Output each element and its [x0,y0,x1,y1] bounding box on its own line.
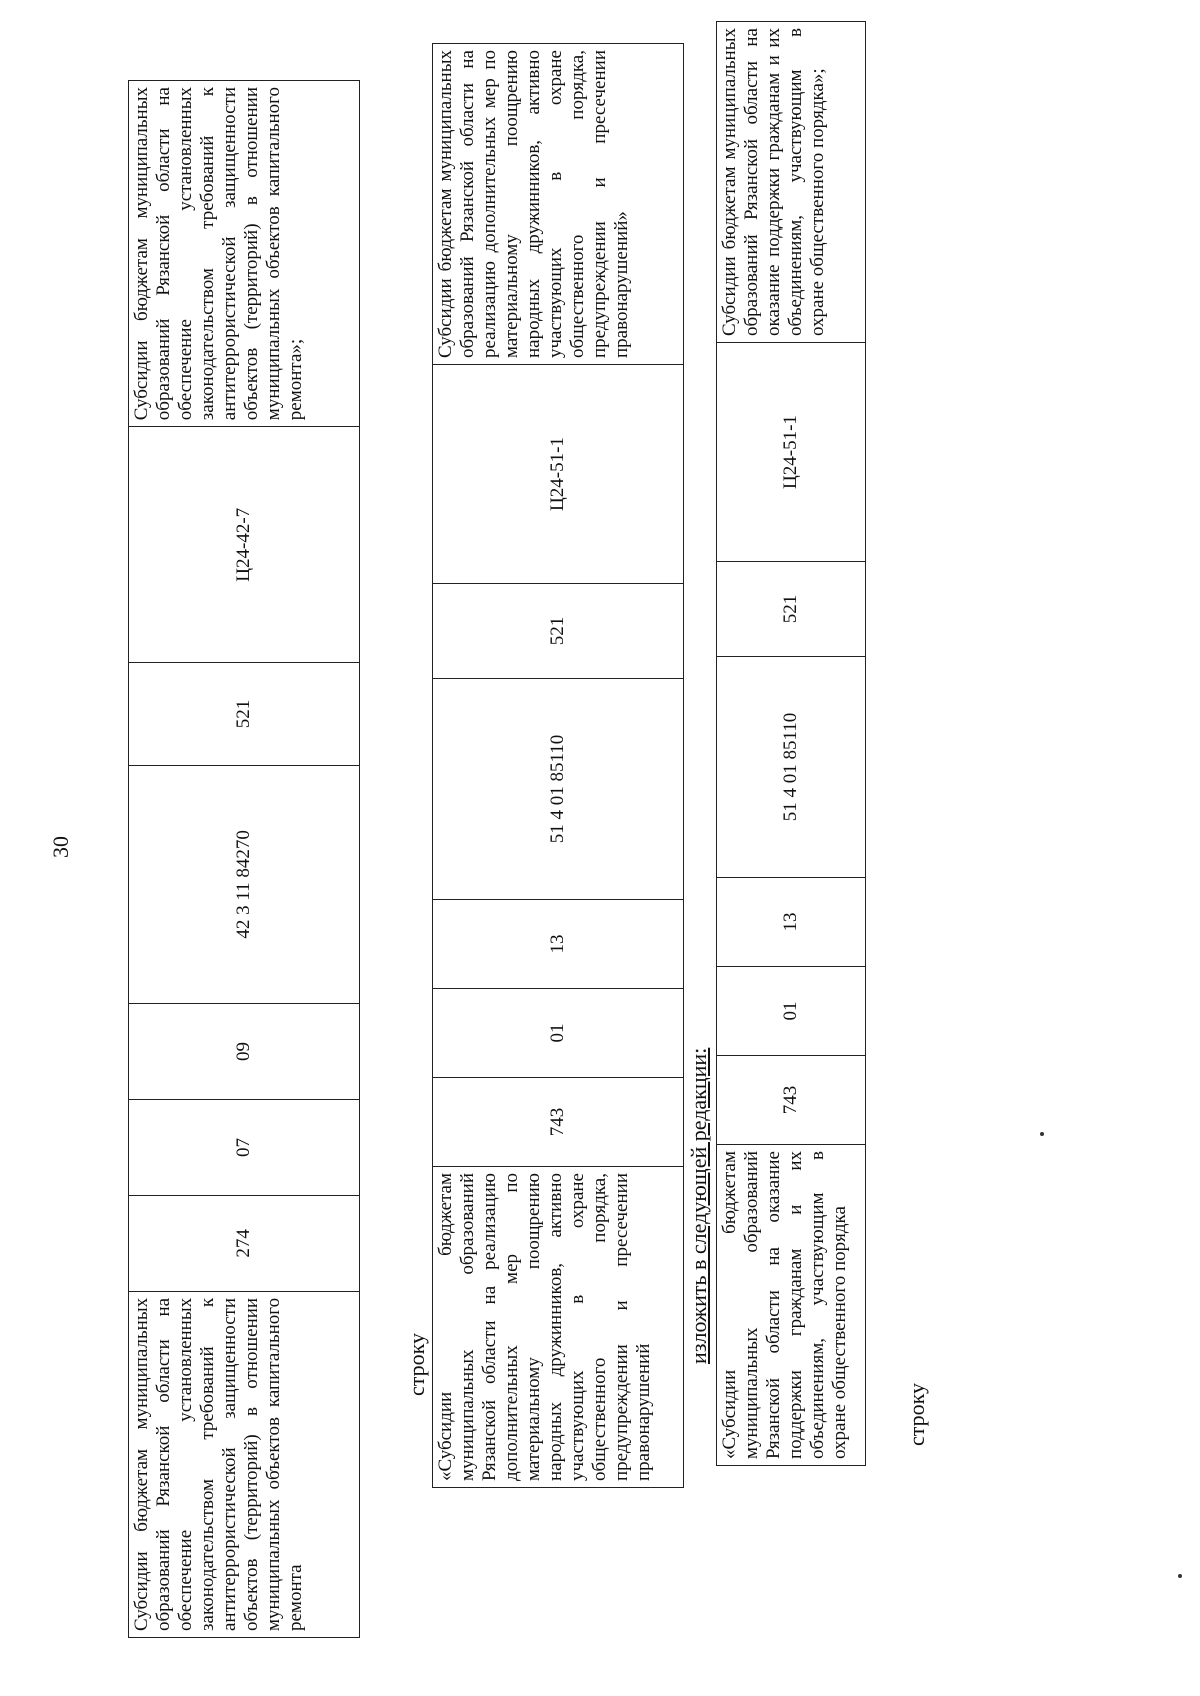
code-cell: 09 [129,1004,360,1100]
code-cell: 42 3 11 84270 [129,765,360,1003]
table-row [717,22,866,1466]
row-name-cell: «Субсидии бюджетам муниципальных образований Рязанской области на реализацию дополнительных мер по материальному поощрению народных дружинников, активно участвующих в охране общественного порядка, предупреждении и пресечении правонарушений [433,1167,684,1488]
table-row [129,81,360,1638]
code-cell: Ц24-51-1 [433,365,684,584]
code-cell: 51 4 01 85110 [717,657,866,878]
code-cell: 01 [717,967,866,1056]
code-cell: 274 [129,1195,360,1291]
code-cell: 13 [433,900,684,989]
row-name-cell-2: Субсидии бюджетам муниципальных образований Рязанской области на оказание поддержки гражданам и их объединениям, участвующим в охране общественного порядка»; [717,22,866,343]
code-cell: 01 [433,989,684,1078]
scan-speck [1040,1132,1044,1136]
code-cell: 13 [717,878,866,967]
label-stroku: строку [404,1332,429,1396]
code-cell: 521 [717,562,866,657]
row-name-cell-2: Субсидии бюджетам муниципальных образований Рязанской области на обеспечение установленных законодательством требований к антитеррористической защищенности объектов (территорий) в отношении муниципальных объектов капитального ремонта»; [129,81,360,427]
scan-speck [1178,1574,1182,1578]
code-cell: Ц24-42-7 [129,427,360,663]
row-name-cell-2: Субсидии бюджетам муниципальных образований Рязанской области на реализацию дополнительных мер по материальному поощрению народных дружинников, активно участвующих в охране общественного порядка, предупреждении и пресечении правонарушений» [433,44,684,365]
table-row [433,44,684,1488]
label-stroku-2: строку [904,1382,929,1446]
code-cell: Ц24-51-1 [717,343,866,562]
code-cell: 521 [433,584,684,679]
code-cell: 521 [129,663,360,765]
row-name-cell: Субсидии бюджетам муниципальных образований Рязанской области на обеспечение установленных законодательством требований к антитеррористической защищенности объектов (территорий) в отношении муниципальных объектов капитального ремонта [129,1291,360,1637]
page-number: 30 [48,836,73,858]
budget-row-table-1 [128,80,360,1638]
budget-row-table-3 [716,21,866,1466]
code-cell: 51 4 01 85110 [433,679,684,900]
code-cell: 743 [433,1078,684,1167]
code-cell: 743 [717,1056,866,1145]
code-cell: 07 [129,1099,360,1195]
row-name-cell: «Субсидии бюджетам муниципальных образований Рязанской области на оказание поддержки гражданам и их объединениям, участвующим в охране общественного порядка [717,1145,866,1466]
budget-row-table-2 [432,43,684,1488]
label-izlozhit: изложить в следующей редакции: [686,1047,711,1364]
